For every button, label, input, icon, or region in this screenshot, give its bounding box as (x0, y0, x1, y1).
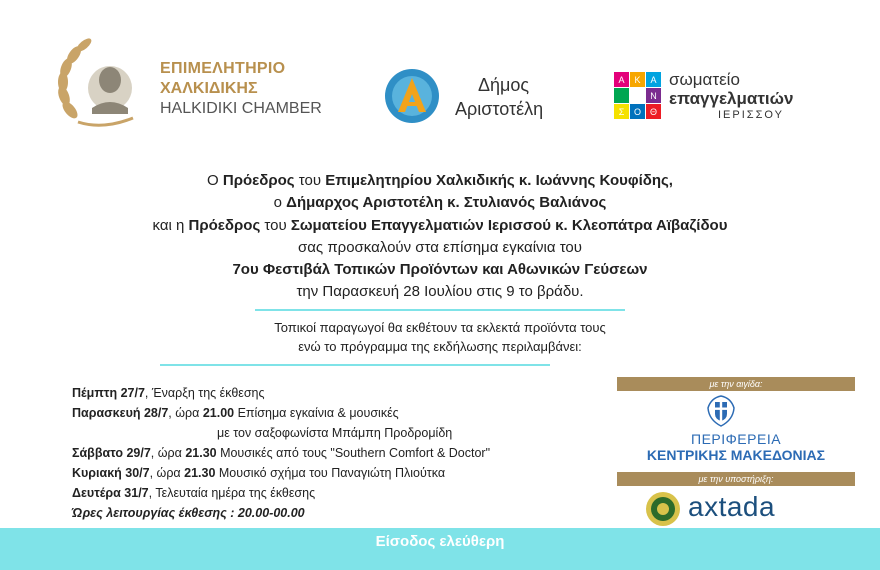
region-name-line2: ΚΕΝΤΡΙΚΗΣ ΜΑΚΕΔΟΝΙΑΣ (646, 447, 826, 463)
invitation-line-2: ο Δήμαρχος Αριστοτέλη κ. Στυλιανός Βαλιάνος (273, 194, 607, 211)
greek-state-emblem-icon (704, 394, 738, 428)
invitation-line-1: Ο Πρόεδρος του Επιμελητηρίου Χαλκιδικής κ. Ιωάννης Κουφίδης, (207, 172, 673, 189)
dimos-name-line2: Αριστοτέλη (455, 99, 544, 119)
program-item: Σάββατο 29/7, ώρα 21.30 Μουσικές από τους "Southern Comfort & Doctor" (72, 446, 491, 460)
axtada-logo-text: axtada (688, 491, 776, 522)
chamber-name-line2: ΧΑΛΚΙΔΙΚΗΣ (160, 80, 258, 97)
grid-letter: Ν (650, 91, 657, 101)
program-item: Δευτέρα 31/7, Τελευταία ημέρα της έκθεσης (72, 486, 316, 500)
somateio-name-line1: σωματείο (669, 70, 740, 89)
program-item: Πέμπτη 27/7, Έναρξη της έκθεσης (72, 386, 265, 400)
axtada-seal-icon (645, 491, 681, 527)
grid-letter: Κ (634, 75, 641, 85)
intro-line-1: Τοπικοί παραγωγοί θα εκθέτουν τα εκλεκτά προϊόντα τους (274, 320, 606, 335)
akan-color-grid-logo-icon (614, 72, 661, 119)
dimos-mosaic-logo-icon (384, 68, 440, 124)
chamber-name-english: HALKIDIKI CHAMBER (160, 100, 322, 117)
somateio-name-line3: ΙΕΡΙΣΣΟΥ (718, 109, 784, 121)
grid-letter: Α (650, 75, 657, 85)
invitation-line-4: σας προσκαλούν στα επίσημα εγκαίνια του (298, 239, 582, 256)
chamber-name-line1: ΕΠΙΜΕΛΗΤΗΡΙΟ (160, 60, 286, 77)
chamber-laurel-emblem-icon (48, 30, 148, 130)
support-label: με την υποστήριξη: (698, 474, 774, 484)
program-item: Παρασκευή 28/7, ώρα 21.00 Επίσημα εγκαίνια & μουσικές (72, 406, 399, 420)
divider-bottom (160, 364, 550, 366)
invitation-line-3: και η Πρόεδρος του Σωματείου Επαγγελματιών Ιερισσού κ. Κλεοπάτρα Αϊβαζίδου (152, 217, 728, 234)
program-item: Κυριακή 30/7, ώρα 21.30 Μουσικό σχήμα του Παναγιώτη Πλιούτκα (72, 466, 446, 480)
program-item-continuation: με τον σαξοφωνίστα Μπάμπη Προδρομίδη (217, 426, 453, 440)
divider-top (255, 309, 625, 311)
region-name-line1: ΠΕΡΙΦΕΡΕΙΑ (690, 431, 782, 447)
grid-letter: Σ (618, 107, 625, 117)
intro-line-2: ενώ το πρόγραμμα της εκδήλωσης περιλαμβάνει: (298, 339, 582, 354)
invitation-date-line: την Παρασκευή 28 Ιουλίου στις 9 το βράδυ. (296, 283, 584, 300)
grid-letter: Θ (649, 107, 658, 117)
somateio-name-line2: επαγγελματιών (669, 89, 794, 108)
dimos-name-line1: Δήμος (478, 75, 530, 95)
exhibition-hours: Ώρες λειτουργίας έκθεσης : 20.00-00.00 (72, 506, 305, 520)
aegis-label: με την αιγίδα: (709, 379, 763, 389)
free-entry-text: Είσοδος ελεύθερη (375, 533, 505, 550)
grid-letter: Ο (633, 107, 642, 117)
festival-title: 7ου Φεστιβάλ Τοπικών Προϊόντων και Αθωνικών Γεύσεων (232, 261, 648, 278)
grid-letter: Α (618, 75, 625, 85)
